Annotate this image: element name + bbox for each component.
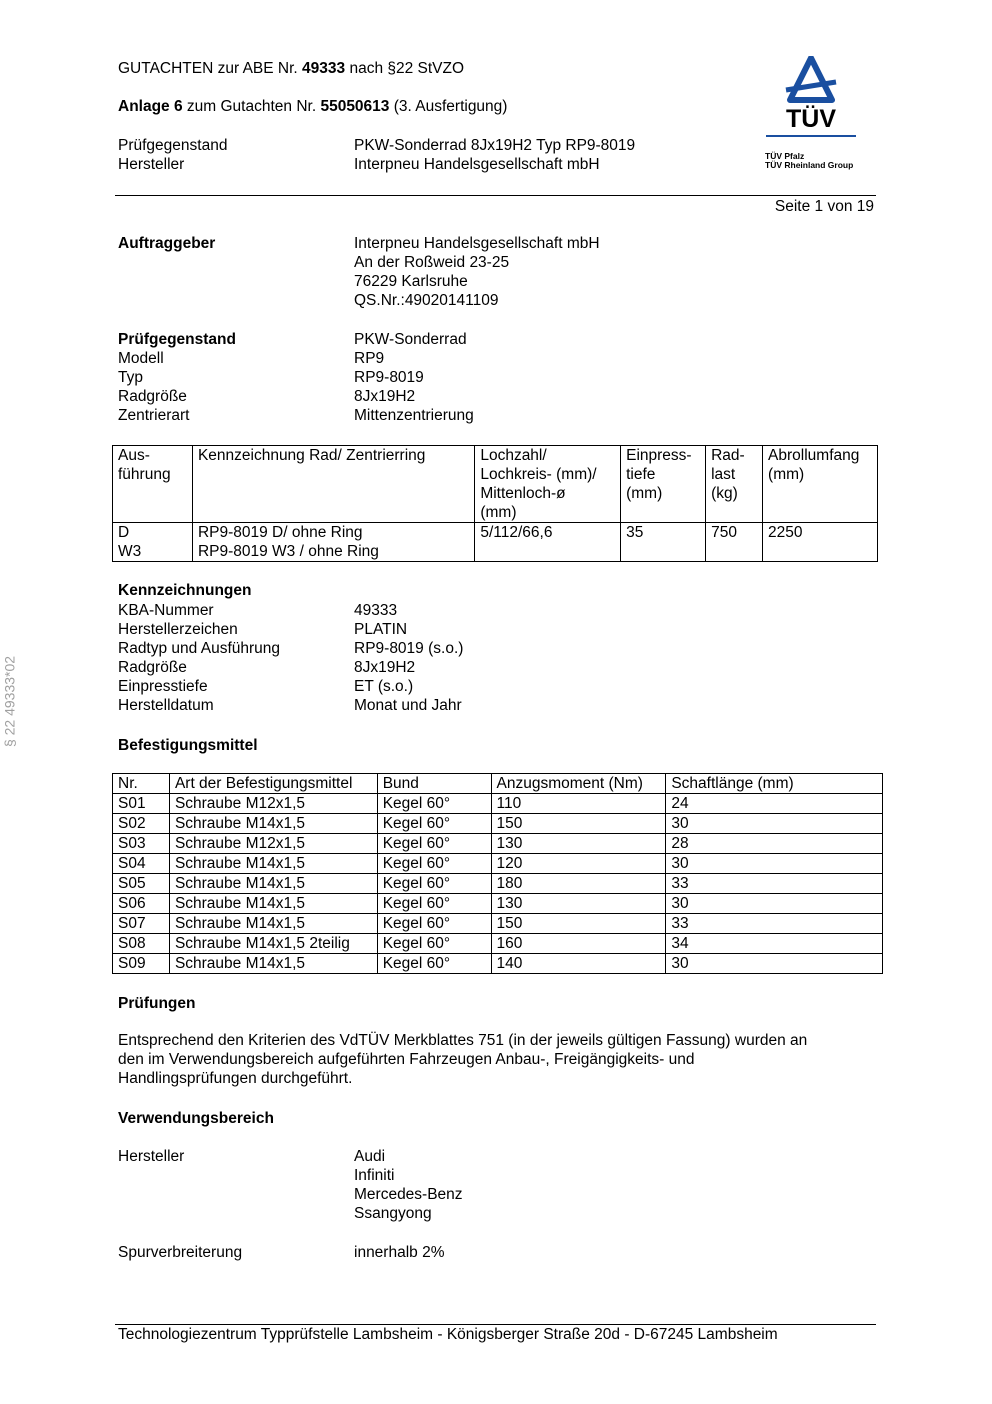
anlage-line: Anlage 6 zum Gutachten Nr. 55050613 (3. Ausfertigung) [118,98,508,115]
col-header-bund: Bund [377,774,491,794]
table-row: S05 Schraube M14x1,5 Kegel 60° 180 33 [113,874,883,894]
col-header-schaftlaenge: Schaftlänge (mm) [666,774,883,794]
col-header-radlast: Rad- last (kg) [706,446,763,523]
kennzeichnungen-block [118,601,818,715]
pruef-row: Typ RP9-8019 [118,369,424,386]
verwendung-hersteller-label: Hersteller [118,1148,185,1165]
spurverbreiterung-value: innerhalb 2% [354,1244,445,1261]
kennzeichnung-row: Radtyp und Ausführung RP9-8019 (s.o.) [118,640,464,657]
cell-abrollumfang: 2250 [763,523,878,562]
anlage-label: Anlage 6 [118,98,183,115]
side-margin-mark: § 22 49333*02 [1,655,18,748]
col-header-art: Art der Befestigungsmittel [169,774,377,794]
table-row: S02 Schraube M14x1,5 Kegel 60° 150 30 [113,814,883,834]
befestigung-table [112,773,883,974]
table-row: S04 Schraube M14x1,5 Kegel 60° 120 30 [113,854,883,874]
list-item: Audi [354,1148,386,1165]
verwendung-hersteller-list [354,1147,463,1223]
report-title: GUTACHTEN zur ABE Nr. 49333 nach §22 StVZO [118,60,465,77]
befestigung-title: Befestigungsmittel [118,737,258,754]
auftraggeber-label: Auftraggeber [118,235,216,252]
cell-radlast: 750 [706,523,763,562]
footer-address: Technologiezentrum Typprüfstelle Lambsheim - Königsberger Straße 20d - D-67245 Lambsheim [118,1326,778,1343]
col-header-abrollumfang: Abrollumfang (mm) [763,446,878,523]
col-header-anzugsmoment: Anzugsmoment (Nm) [491,774,666,794]
page-number: Seite 1 von 19 [774,198,874,215]
tuv-logo [756,56,866,176]
table-row [113,523,878,562]
wheel-spec-table [112,445,878,562]
kennzeichnungen-title: Kennzeichnungen [118,582,252,599]
pruef-row: Zentrierart Mittenzentrierung [118,407,474,424]
pruef-row: Radgröße 8Jx19H2 [118,388,416,405]
spurverbreiterung-label: Spurverbreiterung [118,1244,243,1261]
col-header-ausfuehrung: Aus- führung [113,446,193,523]
col-header-einpresstiefe: Einpress- tiefe (mm) [621,446,706,523]
tuv-triangle-icon [756,56,866,176]
auftraggeber-address: Interpneu Handelsgesellschaft mbH An der Roßweid 23-25 76229 Karlsruhe QS.Nr.:49020141109 [354,235,600,309]
tuv-logo-word: TÜV [786,105,836,133]
gutachten-number: 55050613 [320,98,390,115]
pruef-row: Prüfgegenstand PKW-Sonderrad [118,331,467,348]
pruef-row: Modell RP9 [118,350,385,367]
kennzeichnung-row: Herstelldatum Monat und Jahr [118,697,462,714]
table-row: S01 Schraube M12x1,5 Kegel 60° 110 24 [113,794,883,814]
cell-lochzahl: 5/112/66,6 [475,523,621,562]
col-header-lochzahl: Lochzahl/ Lochkreis- (mm)/ Mittenloch-ø (mm) [475,446,621,523]
pruefungen-paragraph: Entsprechend den Kriterien des VdTÜV Merkblattes 751 (in der jeweils gültigen Fassung) wurden an den im Verwendungsbereich aufgeführten Fahrzeugen Anbau-, Freigängigkeits- und Handlingsprüfungen durchgeführt. [118,1032,808,1087]
pruefungen-title: Prüfungen [118,995,196,1012]
table-row: S03 Schraube M12x1,5 Kegel 60° 130 28 [113,834,883,854]
cell-kennzeichnung: RP9-8019 D/ ohne Ring RP9-8019 W3 / ohne Ring [192,523,474,562]
table-row: S07 Schraube M14x1,5 Kegel 60° 150 33 [113,914,883,934]
tuv-logo-sub1: TÜV Pfalz [765,151,805,161]
cell-einpresstiefe: 35 [621,523,706,562]
list-item: Infiniti [354,1167,395,1184]
abe-number: 49333 [302,60,346,77]
kennzeichnung-row: KBA-Nummer 49333 [118,602,398,619]
list-item: Ssangyong [354,1205,432,1222]
pruefgegenstand-block [118,330,818,425]
col-header-nr: Nr. [113,774,170,794]
verwendungsbereich-title: Verwendungsbereich [118,1110,274,1127]
table-row: S09 Schraube M14x1,5 Kegel 60° 140 30 [113,954,883,974]
table-row: S08 Schraube M14x1,5 2teilig Kegel 60° 160 34 [113,934,883,954]
tuv-logo-sub2: TÜV Rheinland Group [765,160,854,170]
table-row: S06 Schraube M14x1,5 Kegel 60° 130 30 [113,894,883,914]
col-header-kennzeichnung: Kennzeichnung Rad/ Zentrierring [192,446,474,523]
header-rule [115,195,876,196]
table-header-row [113,774,883,794]
list-item: Mercedes-Benz [354,1186,463,1203]
kennzeichnung-row: Einpresstiefe ET (s.o.) [118,678,414,695]
cell-ausfuehrung: D W3 [113,523,193,562]
kennzeichnung-row: Radgröße 8Jx19H2 [118,659,416,676]
kennzeichnung-row: Herstellerzeichen PLATIN [118,621,408,638]
table-header-row [113,446,878,523]
